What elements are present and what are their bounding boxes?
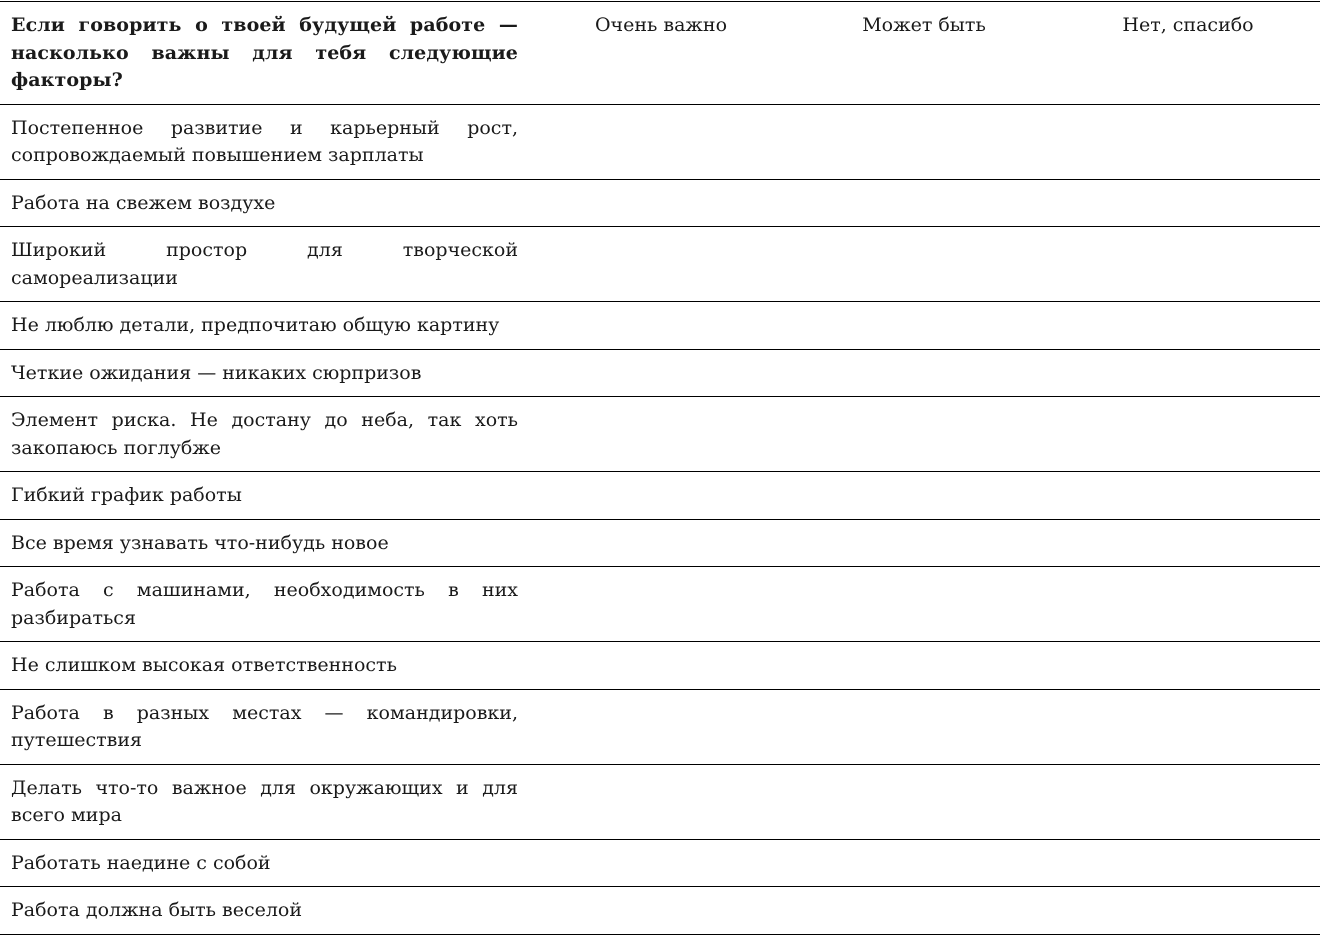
factor-label: Гибкий график работы bbox=[11, 484, 242, 506]
answer-cell-no-thanks[interactable] bbox=[1056, 519, 1320, 567]
factor-label: Четкие ожидания — никаких сюрпризов bbox=[11, 361, 422, 384]
header-row bbox=[0, 2, 1320, 105]
answer-cell-very-important[interactable] bbox=[530, 349, 792, 397]
factor-label: Все время узнавать что-нибудь новое bbox=[11, 531, 389, 554]
table-row bbox=[0, 764, 1320, 839]
table-row bbox=[0, 887, 1320, 935]
answer-cell-maybe[interactable] bbox=[792, 227, 1056, 302]
factor-label: Элемент риска. Не достану до неба, так хоть закопаюсь поглубже bbox=[11, 409, 518, 459]
table-row bbox=[0, 349, 1320, 397]
question-header: Если говорить о твоей будущей работе — насколько важны для тебя следующие факторы? bbox=[11, 14, 518, 91]
answer-cell-no-thanks[interactable] bbox=[1056, 887, 1320, 935]
table-row bbox=[0, 519, 1320, 567]
answer-cell-very-important[interactable] bbox=[530, 887, 792, 935]
answer-cell-no-thanks[interactable] bbox=[1056, 349, 1320, 397]
factor-label: Не люблю детали, предпочитаю общую картину bbox=[11, 314, 500, 336]
answer-cell-very-important[interactable] bbox=[530, 642, 792, 690]
factor-label: Работа в разных местах — командировки, путешествия bbox=[11, 701, 518, 751]
answer-cell-very-important[interactable] bbox=[530, 764, 792, 839]
option-header-very-important: Очень важно bbox=[594, 14, 728, 36]
answer-cell-very-important[interactable] bbox=[530, 689, 792, 764]
factor-label: Работа должна быть веселой bbox=[11, 899, 303, 921]
table-row bbox=[0, 472, 1320, 520]
table-row bbox=[0, 397, 1320, 472]
answer-cell-maybe[interactable] bbox=[792, 349, 1056, 397]
answer-cell-no-thanks[interactable] bbox=[1056, 179, 1320, 227]
answer-cell-very-important[interactable] bbox=[530, 397, 792, 472]
answer-cell-maybe[interactable] bbox=[792, 519, 1056, 567]
answer-cell-no-thanks[interactable] bbox=[1056, 839, 1320, 887]
answer-cell-no-thanks[interactable] bbox=[1056, 642, 1320, 690]
answer-cell-maybe[interactable] bbox=[792, 472, 1056, 520]
factor-label: Не слишком высокая ответственность bbox=[11, 654, 397, 676]
answer-cell-maybe[interactable] bbox=[792, 689, 1056, 764]
option-header-maybe: Может быть bbox=[862, 14, 986, 36]
answer-cell-no-thanks[interactable] bbox=[1056, 472, 1320, 520]
factor-label: Широкий простор для творческой самореализации bbox=[11, 239, 518, 289]
factor-label: Постепенное развитие и карьерный рост, сопровождаемый повышением зарплаты bbox=[11, 116, 518, 166]
answer-cell-very-important[interactable] bbox=[530, 302, 792, 350]
answer-cell-very-important[interactable] bbox=[530, 839, 792, 887]
answer-cell-no-thanks[interactable] bbox=[1056, 302, 1320, 350]
table-row bbox=[0, 839, 1320, 887]
table-row bbox=[0, 689, 1320, 764]
answer-cell-no-thanks[interactable] bbox=[1056, 689, 1320, 764]
answer-cell-no-thanks[interactable] bbox=[1056, 764, 1320, 839]
answer-cell-maybe[interactable] bbox=[792, 839, 1056, 887]
answer-cell-maybe[interactable] bbox=[792, 397, 1056, 472]
table-row bbox=[0, 567, 1320, 642]
survey-table bbox=[0, 1, 1320, 935]
table-row bbox=[0, 179, 1320, 227]
answer-cell-maybe[interactable] bbox=[792, 302, 1056, 350]
answer-cell-very-important[interactable] bbox=[530, 567, 792, 642]
answer-cell-very-important[interactable] bbox=[530, 519, 792, 567]
answer-cell-maybe[interactable] bbox=[792, 887, 1056, 935]
table-row bbox=[0, 642, 1320, 690]
answer-cell-very-important[interactable] bbox=[530, 227, 792, 302]
answer-cell-maybe[interactable] bbox=[792, 642, 1056, 690]
option-header-no-thanks: Нет, спасибо bbox=[1122, 14, 1254, 36]
answer-cell-no-thanks[interactable] bbox=[1056, 104, 1320, 179]
answer-cell-very-important[interactable] bbox=[530, 104, 792, 179]
answer-cell-maybe[interactable] bbox=[792, 179, 1056, 227]
factor-label: Работа с машинами, необходимость в них разбираться bbox=[11, 579, 518, 629]
factor-label: Делать что-то важное для окружающих и для всего мира bbox=[11, 776, 518, 826]
answer-cell-maybe[interactable] bbox=[792, 104, 1056, 179]
answer-cell-very-important[interactable] bbox=[530, 179, 792, 227]
answer-cell-no-thanks[interactable] bbox=[1056, 567, 1320, 642]
answer-cell-no-thanks[interactable] bbox=[1056, 227, 1320, 302]
answer-cell-maybe[interactable] bbox=[792, 764, 1056, 839]
answer-cell-very-important[interactable] bbox=[530, 472, 792, 520]
table-row bbox=[0, 227, 1320, 302]
factor-label: Работа на свежем воздухе bbox=[11, 191, 276, 214]
table-row bbox=[0, 104, 1320, 179]
factor-label: Работать наедине с собой bbox=[11, 851, 271, 874]
answer-cell-maybe[interactable] bbox=[792, 567, 1056, 642]
answer-cell-no-thanks[interactable] bbox=[1056, 397, 1320, 472]
table-row bbox=[0, 302, 1320, 350]
